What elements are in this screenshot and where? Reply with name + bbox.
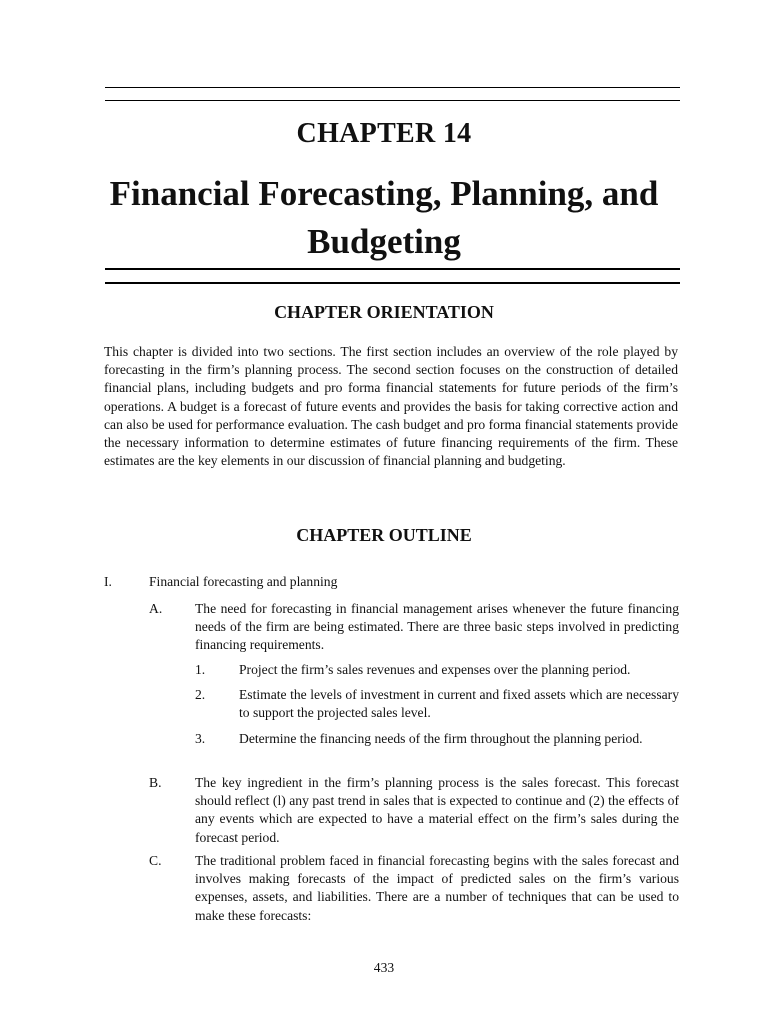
orientation-heading: CHAPTER ORIENTATION (274, 302, 494, 322)
outline-item-A: The need for forecasting in financial management arises whenever the future financing needs of the firm are being estimated. There are three basic steps involved in predicting financing requirements. (195, 601, 679, 653)
outline-item-B: The key ingredient in the firm’s planning process is the sales forecast. This forecast should reflect (l) any past trend in sales that is expected to continue and (2) the effects of any events which are expected to have a material effect on the firm’s sales during the forecast period. (195, 775, 679, 845)
orientation-paragraph: This chapter is divided into two sections. The first section includes an overview of the role played by forecasting in the firm’s planning process. The second section focuses on the construction of detailed financial plans, including budgets and pro forma financial statements for future periods of the firm’s operations. A budget is a forecast of future events and provides the basis for taking corrective action and can also be used for performance evaluation. The cash budget and pro forma financial statements provide the necessary information to determine estimates of future financing requirements of the firm. These estimates are the key elements in our discussion of financial planning and budgeting. (104, 344, 678, 469)
title-rule-2 (105, 282, 680, 284)
outline-item-A2: Estimate the levels of investment in current and fixed assets which are necessary to support the projected sales level. (239, 687, 679, 721)
chapter-number: CHAPTER 14 (296, 118, 472, 149)
page-number: 433 (373, 960, 395, 975)
outline-marker-C: C. (149, 853, 162, 868)
outline-item-C: The traditional problem faced in financial forecasting begins with the sales forecast and involves making forecasts of the impact of predicted sales on the firm’s various expenses, assets, and liabilities. There are a number of techniques that can be used to make these forecasts: (195, 853, 679, 923)
outline-marker-A3: 3. (195, 731, 206, 746)
outline-heading: CHAPTER OUTLINE (296, 525, 472, 545)
top-rule-2 (105, 100, 680, 101)
chapter-title-text: Financial Forecasting, Planning, and Budgeting (109, 174, 659, 261)
outline-item-A3: Determine the financing needs of the firm throughout the planning period. (239, 731, 643, 746)
outline-marker-I: I. (104, 574, 112, 589)
outline-item-A1: Project the firm’s sales revenues and expenses over the planning period. (239, 662, 631, 677)
outline-marker-A: A. (149, 601, 163, 616)
outline-item-I: Financial forecasting and planning (149, 574, 338, 589)
chapter-title (0, 170, 768, 266)
title-rule-1 (105, 268, 680, 270)
outline-marker-A1: 1. (195, 662, 206, 677)
outline-marker-B: B. (149, 775, 162, 790)
outline-marker-A2: 2. (195, 687, 206, 702)
top-rule-1 (105, 87, 680, 88)
